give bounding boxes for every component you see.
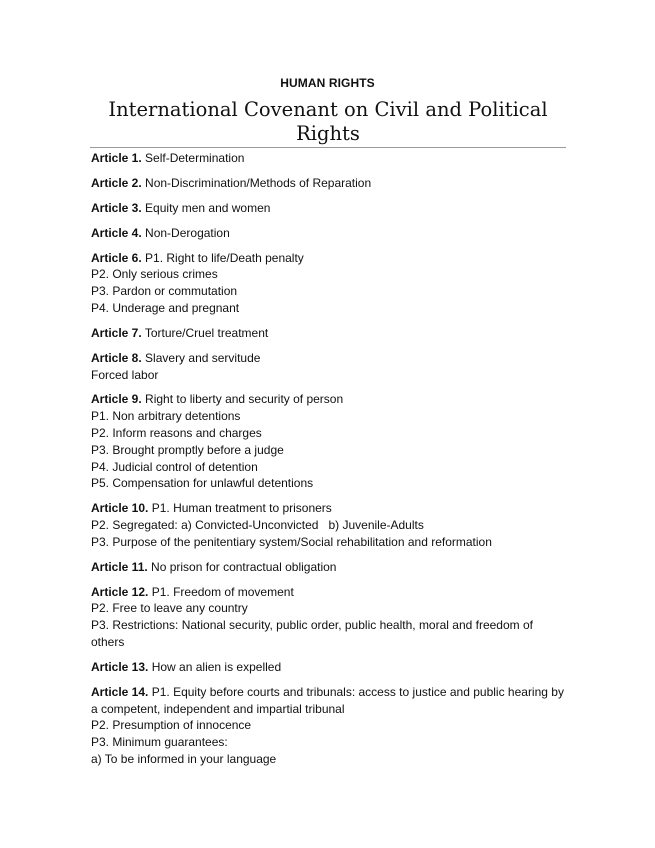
article-subline: P4. Judicial control of detention: [91, 459, 258, 474]
article-3: [91, 200, 566, 217]
article-label: Article 13.: [91, 659, 149, 674]
article-title: P1. Human treatment to prisoners: [151, 501, 332, 516]
document-title: International Covenant on Civil and Political Rights: [108, 98, 548, 145]
article-7: [91, 325, 566, 342]
article-2: [91, 175, 566, 192]
article-12: [91, 584, 566, 651]
article-subline: P4. Underage and pregnant: [91, 300, 240, 315]
article-4: [91, 225, 566, 242]
article-heading-line: [91, 684, 566, 718]
article-subline: P3. Brought promptly before a judge: [91, 442, 284, 457]
articles-list: [91, 150, 566, 776]
article-heading-line: [91, 559, 566, 576]
article-label: Article 9.: [91, 392, 142, 407]
article-subline: P3. Pardon or commutation: [91, 284, 238, 299]
article-heading-line: [91, 391, 566, 408]
article-title: Slavery and servitude: [145, 350, 261, 365]
article-subline: P3. Minimum guarantees:: [91, 735, 228, 750]
article-heading-line: [91, 584, 566, 601]
article-subline: P2. Only serious crimes: [91, 267, 218, 282]
article-heading-line: [91, 250, 566, 267]
article-subline: P1. Non arbitrary detentions: [91, 409, 241, 424]
article-11: [91, 559, 566, 576]
article-label: Article 1.: [91, 151, 142, 165]
article-label: Article 3.: [91, 200, 142, 215]
article-13: [91, 659, 566, 676]
article-label: Article 6.: [91, 250, 142, 265]
title-underline: [90, 147, 566, 148]
article-title: P1. Equity before courts and tribunals: access to justice and public hearing by a competent, independent and impartial tribunal: [91, 684, 564, 716]
article-14: [91, 684, 566, 768]
article-title: No prison for contractual obligation: [151, 559, 337, 574]
article-10: [91, 500, 566, 550]
article-title: Non-Derogation: [145, 225, 230, 240]
article-8: [91, 350, 566, 384]
article-heading-line: [91, 659, 566, 676]
article-label: Article 11.: [91, 559, 148, 574]
article-subline: P3. Purpose of the penitentiary system/Social rehabilitation and reformation: [91, 534, 492, 549]
article-title: Torture/Cruel treatment: [144, 325, 269, 340]
article-label: Article 10.: [91, 501, 149, 516]
article-subline: a) To be informed in your language: [91, 752, 277, 767]
article-subline: P2. Segregated: a) Convicted-Unconvicted b) Juvenile-Adults: [91, 518, 424, 533]
article-title: P1. Freedom of movement: [151, 584, 294, 599]
article-title: P1. Right to life/Death penalty: [145, 250, 304, 265]
article-label: Article 4.: [91, 225, 142, 240]
article-title: How an alien is expelled: [151, 659, 282, 674]
article-label: Article 12.: [91, 584, 149, 599]
article-label: Article 8.: [91, 350, 142, 365]
article-9: [91, 391, 566, 492]
article-heading-line: [91, 500, 566, 517]
article-heading-line: [91, 150, 566, 167]
article-heading-line: [91, 175, 566, 192]
article-heading-line: [91, 225, 566, 242]
article-6: [91, 250, 566, 317]
article-subline: P5. Compensation for unlawful detentions: [91, 476, 314, 491]
article-title: Non-Discrimination/Methods of Reparation: [145, 175, 372, 190]
article-subline: P3. Restrictions: National security, public order, public health, moral and freedom of others: [91, 618, 533, 650]
article-subline: Forced labor: [91, 367, 159, 382]
article-title: Equity men and women: [145, 200, 271, 215]
article-subline: P2. Inform reasons and charges: [91, 426, 262, 441]
article-label: Article 7.: [91, 325, 142, 340]
article-subline: P2. Presumption of innocence: [91, 718, 252, 733]
article-subline: P2. Free to leave any country: [91, 601, 248, 616]
article-heading-line: [91, 350, 566, 367]
article-heading-line: [91, 325, 566, 342]
article-label: Article 14.: [91, 684, 149, 699]
article-title: Right to liberty and security of person: [145, 392, 344, 407]
article-1: [91, 150, 566, 167]
section-heading: HUMAN RIGHTS: [280, 76, 375, 90]
article-label: Article 2.: [91, 175, 142, 190]
article-heading-line: [91, 200, 566, 217]
article-title: Self-Determination: [145, 151, 245, 165]
